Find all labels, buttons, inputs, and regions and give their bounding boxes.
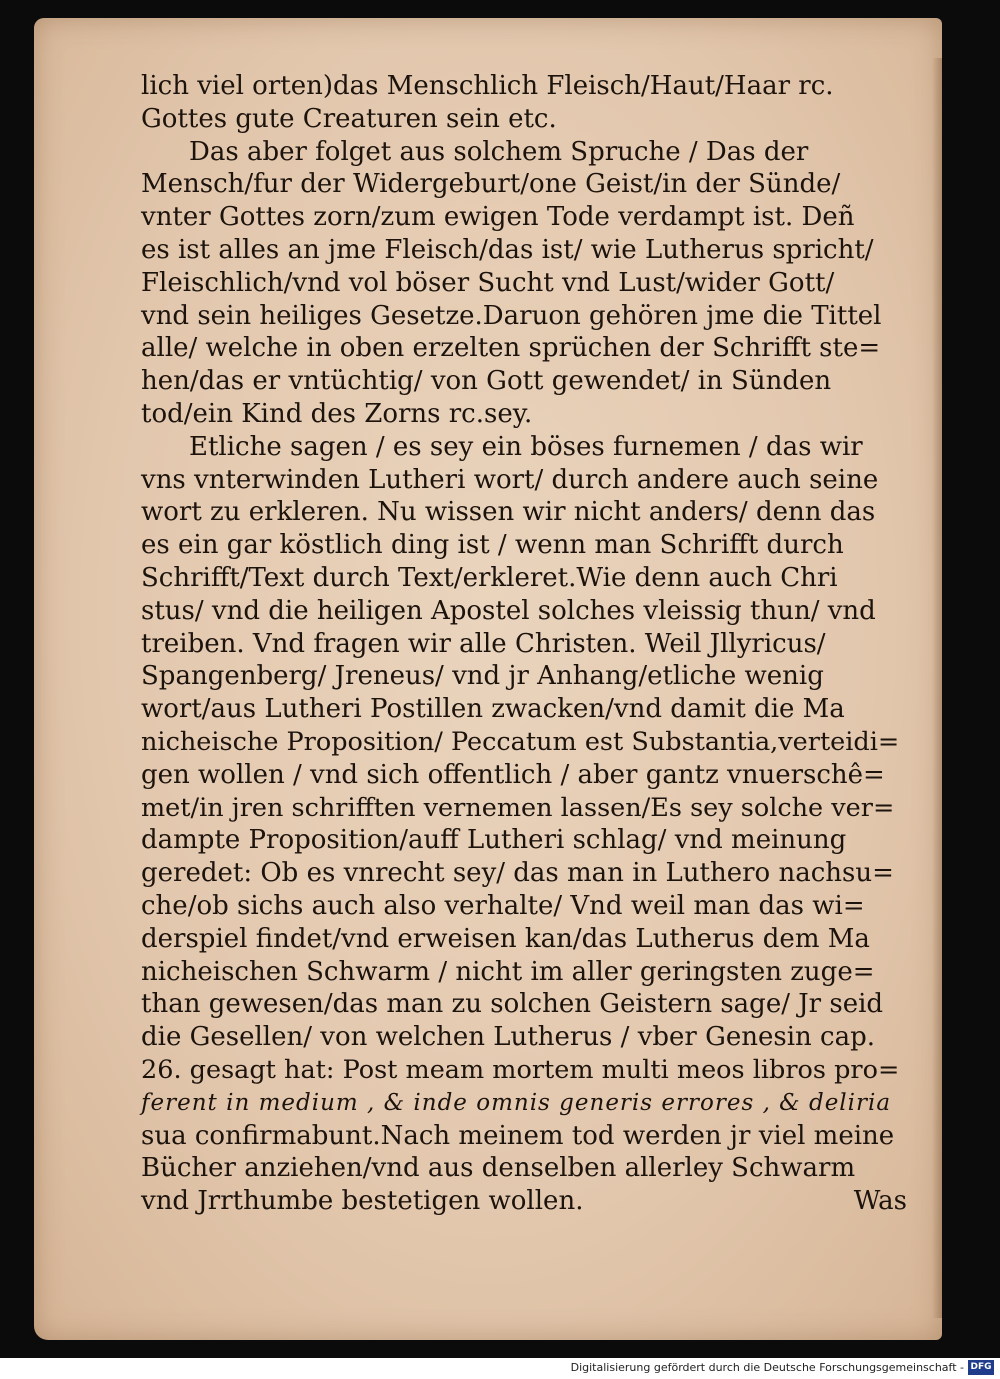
page-edge-shadow [932,58,942,1318]
text-line-26: che/ob sichs auch also verhalte/ Vnd weil man das wi= [141,890,865,921]
text-line-6: es ist alles an jme Fleisch/das ist/ wie Lutherus spricht/ [141,234,874,265]
text-line-16: Schrifft/Text durch Text/erkleret.Wie denn auch Chri [141,562,838,593]
text-line-17: stus/ vnd die heiligen Apostel solches vleissig thun/ vnd [141,595,876,626]
text-line-32: ferent in medium , & inde omnis generis errores , & deliria [141,1089,892,1116]
text-block [141,70,907,1218]
text-line-23: met/in jren schrifften vernemen lassen/Es sey solche ver= [141,792,895,823]
text-line-14: wort zu erkleren. Nu wissen wir nicht anders/ denn das [141,497,876,528]
text-line-1: lich viel orten)das Menschlich Fleisch/Haut/Haar rc. [141,71,834,101]
catchword: Was [853,1186,907,1217]
text-line-7: Fleischlich/vnd vol böser Sucht vnd Lust/wider Gott/ [141,267,835,298]
text-line-25: geredet: Ob es vnrecht sey/ das man in Luthero nachsu= [141,858,894,889]
text-line-31: 26. gesagt hat: Post meam mortem multi meos libros pro= [141,1054,900,1085]
text-line-34: Bücher anziehen/vnd aus denselben allerley Schwarm [141,1153,856,1184]
text-line-20: wort/aus Lutheri Postillen zwacken/vnd damit die Ma [141,694,845,725]
text-line-29: than gewesen/das man zu solchen Geistern sage/ Jr seid [141,989,884,1020]
text-line-22: gen wollen / vnd sich offentlich / aber gantz vnuerschê= [141,759,885,790]
text-line-13: vns vnterwinden Lutheri wort/ durch andere auch seine [141,464,879,495]
text-line-30: die Gesellen/ von welchen Lutherus / vber Genesin cap. [141,1022,876,1053]
text-line-28: nicheischen Schwarm / nicht im aller geringsten zuge= [141,956,875,987]
text-line-21: nicheische Proposition/ Peccatum est Substantia,verteidi= [141,726,900,757]
text-line-5: vnter Gottes zorn/zum ewigen Tode verdampt ist. Deñ [141,202,855,233]
text-line-18: treiben. Vnd fragen wir alle Christen. Weil Jllyricus/ [141,628,826,659]
text-line-10: hen/das er vntüchtig/ von Gott gewendet/ in Sünden [141,366,832,397]
text-line-4: Mensch/fur der Widergeburt/one Geist/in der Sünde/ [141,169,841,200]
last-line-text: vnd Jrrthumbe bestetigen wollen. [141,1186,584,1217]
dfg-logo-icon: DFG [968,1360,994,1375]
text-line-27: derspiel findet/vnd erweisen kan/das Lutherus dem Ma [141,923,870,954]
text-line-3: Das aber folget aus solchem Spruche / Das der [189,136,809,167]
text-line-2: Gottes gute Creaturen sein etc. [141,103,557,134]
text-line-15: es ein gar köstlich ding ist / wenn man Schrifft durch [141,530,844,561]
text-line-8: vnd sein heiliges Gesetze.Daruon gehören jme die Tittel [141,300,882,331]
footer-bar [0,1358,1000,1379]
text-line-24: dampte Proposition/auff Lutheri schlag/ vnd meinung [141,825,847,856]
footer-credit: Digitalisierung gefördert durch die Deutsche Forschungsgemeinschaft - [570,1361,964,1374]
text-line-33: sua confirmabunt.Nach meinem tod werden jr viel meine [141,1120,895,1151]
text-line-12: Etliche sagen / es sey ein böses furnemen / das wir [189,431,863,462]
text-line-19: Spangenberg/ Jreneus/ vnd jr Anhang/etliche wenig [141,661,824,692]
text-line-11: tod/ein Kind des Zorns rc.sey. [141,398,533,429]
text-line-35 [141,1185,907,1218]
text-line-9: alle/ welche in oben erzelten sprüchen der Schrifft ste= [141,333,881,364]
